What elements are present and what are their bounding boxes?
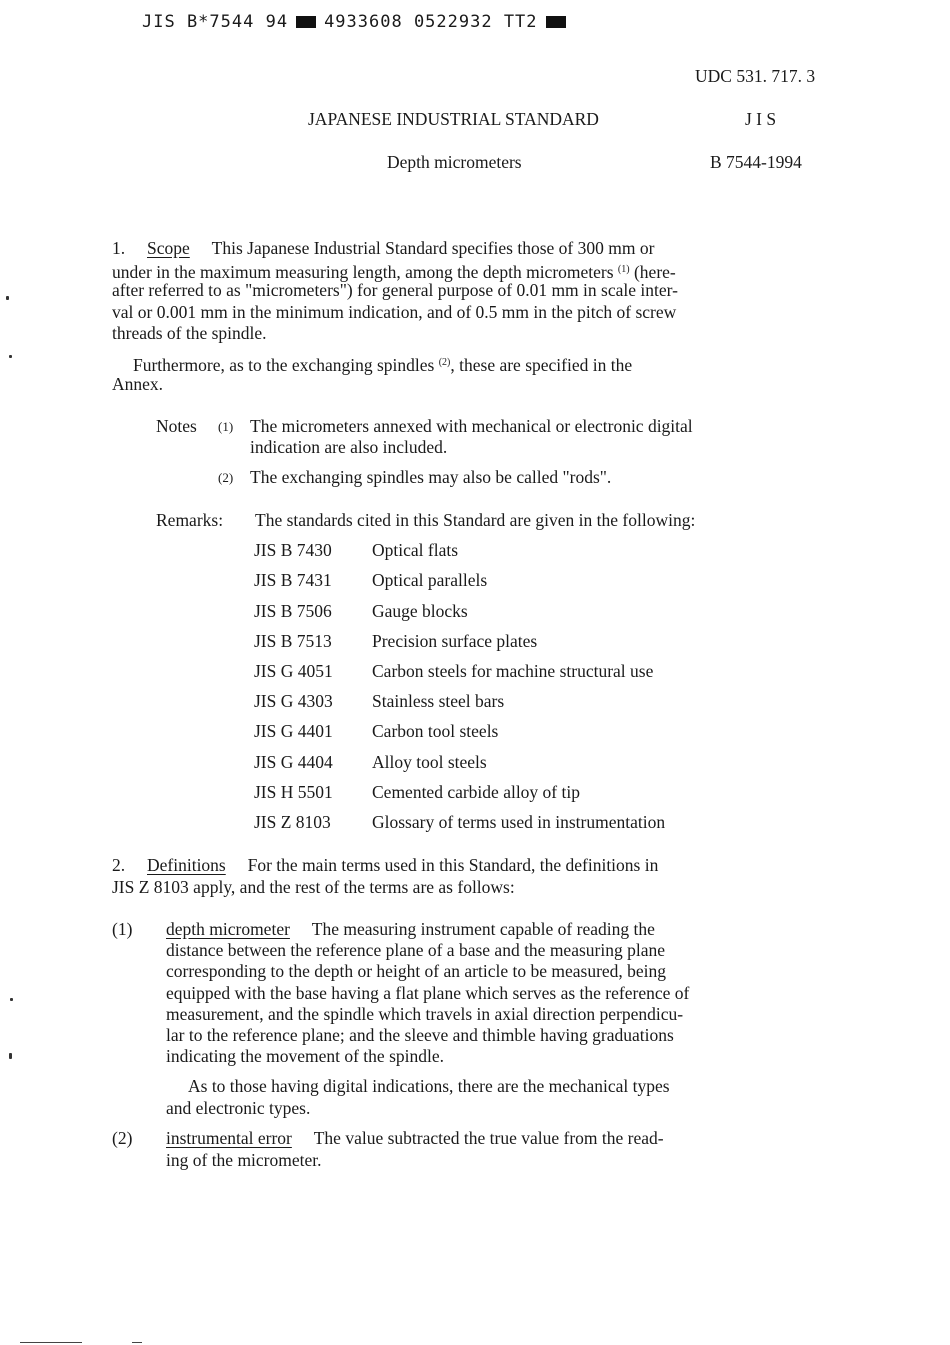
ref-code: JIS B 7431 (254, 570, 332, 590)
definition-1-text: The measuring instrument capable of reading the (311, 919, 655, 939)
ref-code: JIS B 7506 (254, 601, 332, 621)
definition-1-number: (1) (112, 919, 133, 939)
ref-title: Carbon tool steels (372, 721, 499, 741)
ref-title: Precision surface plates (372, 631, 538, 651)
section-1-text: under in the maximum measuring length, among the depth micrometers (112, 262, 614, 282)
definition-1-line: measurement, and the spindle which travels in axial direction perpendicu- (166, 1004, 684, 1024)
note-1-line-1: The micrometers annexed with mechanical or electronic digital (250, 416, 693, 436)
note-2-line-1: The exchanging spindles may also be called "rods". (250, 467, 612, 487)
note-1-line-2: indication are also included. (250, 437, 448, 457)
section-1-para-2 (133, 352, 632, 376)
section-1-text: Furthermore, as to the exchanging spindles (133, 355, 435, 375)
section-1-line-3: after referred to as "micrometers") for general purpose of 0.01 mm in scale inter- (112, 280, 678, 300)
definition-1-extra-line-2: and electronic types. (166, 1098, 311, 1118)
scan-speck (10, 998, 13, 1001)
ref-title: Stainless steel bars (372, 691, 505, 711)
definition-2-number: (2) (112, 1128, 133, 1148)
ref-title: Cemented carbide alloy of tip (372, 782, 580, 802)
section-1-text: This Japanese Industrial Standard specifies those of 300 mm or (211, 238, 655, 258)
section-1-line-4: val or 0.001 mm in the minimum indication, and of 0.5 mm in the pitch of screw (112, 302, 677, 322)
section-1-text: , these are specified in the (450, 355, 633, 375)
section-1-text: (here- (633, 262, 676, 282)
section-1-para-2-line-2: Annex. (112, 374, 164, 394)
ref-code: JIS G 4303 (254, 691, 333, 711)
scan-speck (9, 355, 12, 358)
ref-title: Alloy tool steels (372, 752, 487, 772)
definition-2-text: The value subtracted the true value from the read- (313, 1128, 664, 1148)
notes-label: Notes (156, 416, 197, 436)
definition-1-term: depth micrometer (166, 919, 290, 939)
header-code-left: JIS B*7544 94 (142, 12, 289, 32)
section-2-number: 2. (112, 855, 126, 875)
definition-1-line: equipped with the base having a flat plane which serves as the reference of (166, 983, 690, 1003)
section-1-line-1 (112, 238, 654, 259)
definition-2-first-line (166, 1128, 664, 1149)
black-block-mark-end (546, 16, 566, 28)
definition-1-line: distance between the reference plane of a base and the measuring plane (166, 940, 665, 960)
ref-code: JIS B 7430 (254, 540, 332, 560)
section-1-heading: Scope (147, 238, 190, 258)
definition-1-line: lar to the reference plane; and the sleeve and thimble having graduations (166, 1025, 674, 1045)
section-2-heading: Definitions (147, 855, 226, 875)
standard-title: JAPANESE INDUSTRIAL STANDARD (308, 109, 599, 129)
definition-1-first-line (166, 919, 655, 940)
definition-1-line: indicating the movement of the spindle. (166, 1046, 444, 1066)
ref-title: Glossary of terms used in instrumentation (372, 812, 666, 832)
note-1-mark: (1) (218, 419, 234, 434)
black-block-mark (296, 16, 316, 28)
ref-code: JIS G 4401 (254, 721, 333, 741)
ref-code: JIS Z 8103 (254, 812, 331, 832)
definition-1-line: corresponding to the depth or height of an article to be measured, being (166, 961, 667, 981)
ref-code: JIS G 4404 (254, 752, 333, 772)
ref-title: Carbon steels for machine structural use (372, 661, 654, 681)
document-number: B 7544-1994 (710, 152, 802, 172)
scan-speck (6, 296, 9, 300)
bottom-scan-rule (20, 1342, 82, 1343)
header-code-right: 4933608 0522932 TT2 (324, 12, 538, 32)
document-title: Depth micrometers (387, 152, 522, 172)
ref-title: Optical parallels (372, 570, 488, 590)
section-2-line-1 (112, 855, 658, 876)
ref-title: Optical flats (372, 540, 459, 560)
definition-1-extra-line-1: As to those having digital indications, there are the mechanical types (188, 1076, 670, 1096)
udc-number: UDC 531. 717. 3 (695, 66, 816, 86)
section-1-number: 1. (112, 238, 126, 258)
note-2-mark: (2) (218, 470, 234, 485)
definition-2-line-2: ing of the micrometer. (166, 1150, 322, 1170)
document-header-code (142, 12, 574, 32)
remarks-intro: The standards cited in this Standard are given in the following: (255, 510, 696, 530)
bottom-scan-rule (132, 1342, 142, 1343)
section-1-line-5: threads of the spindle. (112, 323, 267, 343)
definition-2-term: instrumental error (166, 1128, 292, 1148)
footnote-ref-2: (2) (438, 357, 451, 368)
ref-title: Gauge blocks (372, 601, 468, 621)
ref-code: JIS G 4051 (254, 661, 333, 681)
section-2-line-2: JIS Z 8103 apply, and the rest of the terms are as follows: (112, 877, 515, 897)
scan-speck (9, 1053, 12, 1059)
section-2-text: For the main terms used in this Standard, the definitions in (247, 855, 659, 875)
footnote-ref-1: (1) (617, 264, 630, 275)
ref-code: JIS H 5501 (254, 782, 333, 802)
remarks-label: Remarks: (156, 510, 224, 530)
jis-mark: J I S (745, 109, 777, 129)
ref-code: JIS B 7513 (254, 631, 332, 651)
